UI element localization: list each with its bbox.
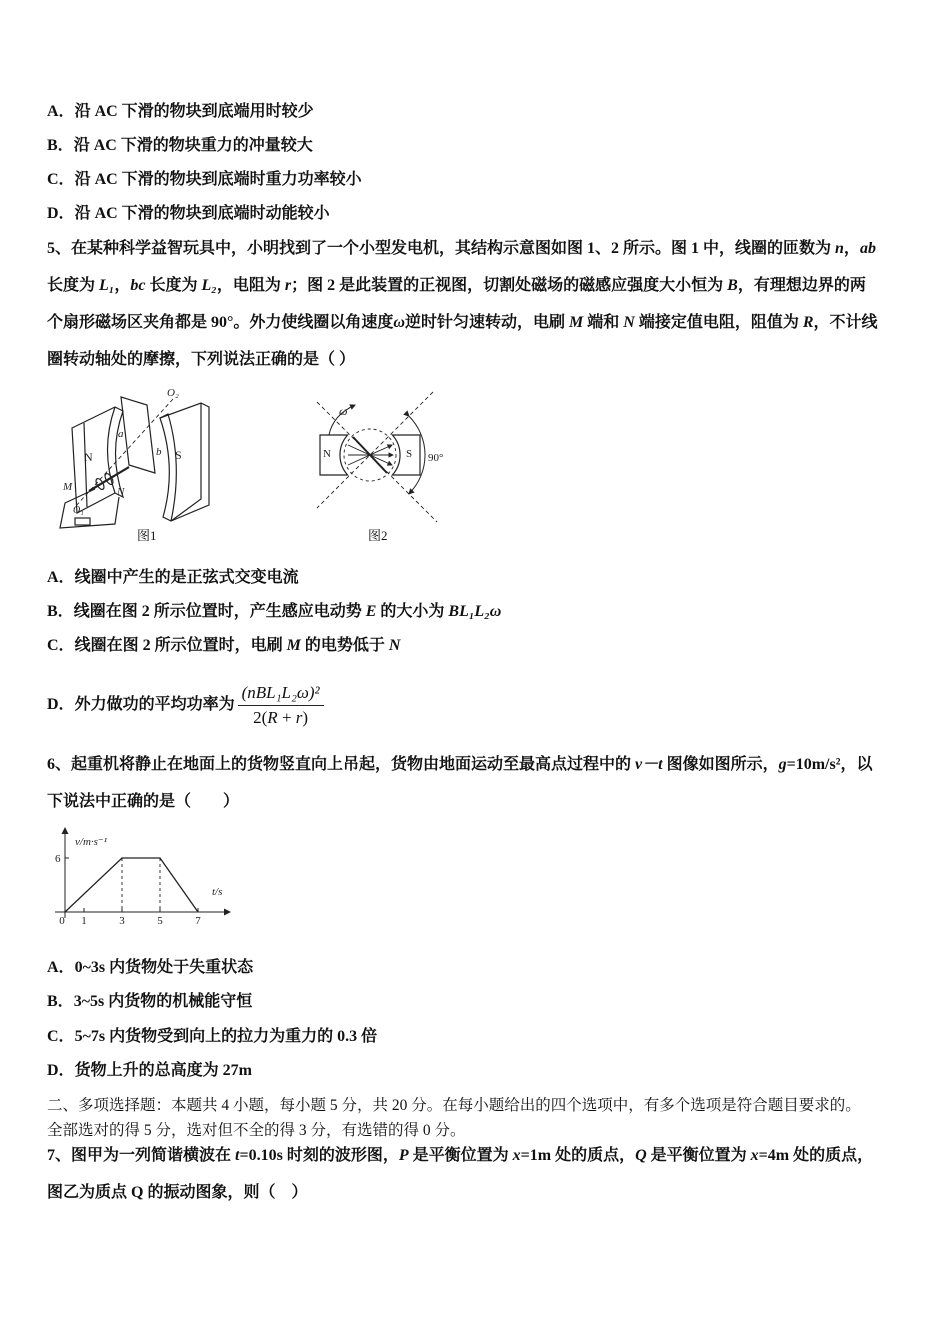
stem-text: ；图 2 是此装置的正视图，切割处磁场的磁感应强度大小恒为 bbox=[291, 277, 728, 294]
figure-2-front-view bbox=[315, 385, 455, 530]
stem-text: 下说法中正确的是（ ） bbox=[47, 793, 240, 810]
n-pole-label: N bbox=[84, 450, 93, 464]
s-pole-label: S bbox=[406, 448, 413, 460]
option-label: D． bbox=[47, 205, 75, 222]
option-label: A． bbox=[47, 103, 75, 120]
emf-expression: BL₁L₂ω bbox=[448, 603, 502, 620]
variable-q: Q bbox=[131, 1184, 144, 1201]
option-text: 外力做功的平均功率为 bbox=[74, 696, 235, 714]
variable-l2: L₂ bbox=[201, 277, 217, 294]
variable-x: x bbox=[750, 1147, 759, 1164]
o1-label: O₁ bbox=[73, 505, 84, 516]
q5-option-b bbox=[47, 602, 501, 622]
q7-stem-line-1 bbox=[47, 1146, 873, 1166]
variable-l1: L₁ bbox=[99, 277, 115, 294]
stem-text: 5、在某种科学益智玩具中，小明找到了一个小型发电机，其结构示意图如图 1、2 所示。图 1 中，线圈的匝数为 bbox=[47, 240, 836, 257]
variable-r: r bbox=[284, 277, 292, 294]
variable-g: g bbox=[778, 756, 787, 773]
power-fraction bbox=[238, 682, 324, 729]
q5-option-a bbox=[47, 568, 299, 588]
option-label: A． bbox=[47, 569, 75, 586]
resistor bbox=[75, 518, 90, 525]
q6-stem-line-2 bbox=[47, 792, 239, 812]
n-pole-label: N bbox=[323, 448, 331, 460]
figure-2-caption: 图2 bbox=[368, 528, 388, 543]
stem-text: 图乙为质点 bbox=[47, 1184, 132, 1201]
variable-q: Q bbox=[635, 1147, 647, 1164]
variable-b: B bbox=[727, 277, 738, 294]
option-text: 沿 AC 下滑的物块到底端时重力功率较小 bbox=[74, 171, 362, 188]
stem-text: ，电阻为 bbox=[216, 277, 285, 294]
option-text: 沿 AC 下滑的物块重力的冲量较大 bbox=[73, 137, 313, 154]
q6-option-a bbox=[47, 958, 253, 978]
omega-label: ω bbox=[339, 404, 348, 418]
denominator-text: ) bbox=[302, 708, 309, 727]
stem-text: ， bbox=[843, 240, 860, 257]
q5-stem-line-3 bbox=[47, 313, 878, 333]
option-text: 3~5s 内货物的机械能守恒 bbox=[73, 993, 253, 1010]
variable-n: n bbox=[835, 240, 844, 257]
option-label: B． bbox=[47, 603, 74, 620]
stem-text: 长度为 bbox=[145, 277, 202, 294]
y-axis-label: v/m·s⁻¹ bbox=[75, 836, 108, 848]
q5-option-c bbox=[47, 636, 400, 656]
option-text: 沿 AC 下滑的物块到底端时动能较小 bbox=[74, 205, 330, 222]
q4-option-a bbox=[47, 102, 314, 122]
q5-stem-line-1 bbox=[47, 239, 876, 259]
stem-text: 7、图甲为一列简谐横波在 bbox=[47, 1147, 236, 1164]
option-label: C． bbox=[47, 1028, 75, 1045]
option-text: 的大小为 bbox=[376, 603, 449, 620]
option-label: D． bbox=[47, 1062, 75, 1079]
option-label: C． bbox=[47, 171, 75, 188]
brush-n-label: N bbox=[117, 486, 125, 498]
stem-text: ，有理想边界的两 bbox=[737, 277, 866, 294]
section-2-instructions-line-2: 全部选对的得 5 分，选对但不全的得 3 分，有选错的得 0 分。 bbox=[47, 1122, 466, 1139]
stem-text: 的振动图象，则（ ） bbox=[143, 1184, 308, 1201]
stem-text: =0.10s 时刻的波形图， bbox=[239, 1147, 399, 1164]
variable-vt: v－t bbox=[635, 756, 663, 773]
stem-text: ， bbox=[114, 277, 131, 294]
option-label: B． bbox=[47, 993, 74, 1010]
option-text: 沿 AC 下滑的物块到底端用时较少 bbox=[74, 103, 314, 120]
option-text: 货物上升的总高度为 27m bbox=[74, 1062, 252, 1079]
fraction-denominator bbox=[238, 706, 324, 729]
s-pole-label: S bbox=[175, 448, 182, 462]
variable-t: t bbox=[235, 1147, 240, 1164]
coil-b-label: b bbox=[156, 446, 162, 458]
stem-text: 图像如图所示， bbox=[662, 756, 779, 773]
field-boundary-line bbox=[317, 392, 433, 508]
variable-r: r bbox=[295, 708, 303, 727]
variable-e: E bbox=[365, 603, 377, 620]
variable-m: M bbox=[569, 314, 584, 331]
option-text: 线圈在图 2 所示位置时，产生感应电动势 bbox=[73, 603, 366, 620]
variable-omega: ω bbox=[393, 314, 405, 331]
stem-text: =10m/s²，以 bbox=[786, 756, 873, 773]
option-label: A． bbox=[47, 959, 75, 976]
q5-stem-line-4 bbox=[47, 350, 355, 370]
variable-n-brush: N bbox=[623, 314, 635, 331]
s-magnet-block bbox=[160, 403, 209, 521]
q6-option-b bbox=[47, 992, 252, 1012]
coil-a-label: a bbox=[118, 428, 124, 440]
stem-text: 逆时针匀速转动，电刷 bbox=[404, 314, 569, 331]
denominator-text: 2( bbox=[253, 708, 268, 727]
q6-option-c bbox=[47, 1027, 377, 1047]
stem-text: 圈转动轴处的摩擦，下列说法正确的是（ ） bbox=[47, 351, 356, 368]
q4-option-d bbox=[47, 204, 330, 224]
brush-m-label: M bbox=[63, 481, 73, 493]
q4-option-c bbox=[47, 170, 362, 190]
angle-label: 90° bbox=[428, 452, 444, 464]
option-text: 5~7s 内货物受到向上的拉力为重力的 0.3 倍 bbox=[74, 1028, 378, 1045]
stem-text: =4m 处的质点， bbox=[758, 1147, 874, 1164]
q6-stem-line-1 bbox=[47, 755, 873, 775]
stem-text: 6、起重机将静止在地面上的货物竖直向上吊起，货物由地面运动至最高点过程中的 bbox=[47, 756, 636, 773]
stem-text: 端和 bbox=[583, 314, 624, 331]
variable-n-brush: N bbox=[388, 637, 401, 654]
n-magnet-block bbox=[72, 407, 123, 513]
stem-text: =1m 处的质点， bbox=[520, 1147, 636, 1164]
o2-label: O₂ bbox=[167, 387, 179, 399]
option-label: D． bbox=[47, 696, 75, 714]
option-text: 线圈中产生的是正弦式交变电流 bbox=[74, 569, 299, 586]
variable-x: x bbox=[512, 1147, 521, 1164]
q7-stem-line-2 bbox=[47, 1183, 307, 1203]
q5-stem-line-2 bbox=[47, 276, 866, 296]
x-tick-label: 5 bbox=[157, 915, 163, 927]
stem-text: 端接定值电阻，阻值为 bbox=[634, 314, 803, 331]
stem-text: ，不计线 bbox=[813, 314, 878, 331]
stem-text: 个扇形磁场区夹角都是 90°。外力使线圈以角速度 bbox=[47, 314, 394, 331]
variable-r-resistor: R bbox=[802, 314, 814, 331]
stem-text: 是平衡位置为 bbox=[646, 1147, 751, 1164]
coil-loop bbox=[121, 397, 155, 473]
section-2-instructions-line-1: 二、多项选择题：本题共 4 小题，每小题 5 分，共 20 分。在每小题给出的四个选项中，有多个选项是符合题目要求的。 bbox=[47, 1097, 861, 1114]
x-tick-label: 3 bbox=[119, 915, 125, 927]
variable-r-resistor: R bbox=[267, 708, 278, 727]
s-magnet-concave-face bbox=[160, 414, 176, 521]
option-text: 0~3s 内货物处于失重状态 bbox=[74, 959, 254, 976]
fraction-numerator: (nBL₁L₂ω)² bbox=[238, 682, 324, 706]
vt-graph bbox=[50, 825, 235, 930]
variable-bc: bc bbox=[130, 277, 146, 294]
x-tick-label: 0 bbox=[59, 915, 65, 927]
stem-text: 是平衡位置为 bbox=[408, 1147, 513, 1164]
y-tick-label: 6 bbox=[55, 853, 61, 865]
option-label: C． bbox=[47, 637, 75, 654]
q5-option-d bbox=[47, 682, 324, 729]
denominator-text: + bbox=[277, 708, 296, 727]
option-label: B． bbox=[47, 137, 74, 154]
vt-curve bbox=[65, 858, 198, 912]
variable-p: P bbox=[398, 1147, 409, 1164]
figure-1-generator bbox=[55, 385, 220, 535]
x-tick-label: 7 bbox=[195, 915, 201, 927]
x-tick-label: 1 bbox=[81, 915, 87, 927]
option-text: 线圈在图 2 所示位置时，电刷 bbox=[74, 637, 287, 654]
variable-ab: ab bbox=[859, 240, 876, 257]
x-axis-label: t/s bbox=[212, 886, 223, 898]
q6-option-d bbox=[47, 1061, 252, 1081]
q4-option-b bbox=[47, 136, 313, 156]
variable-m: M bbox=[286, 637, 301, 654]
stem-text: 长度为 bbox=[47, 277, 100, 294]
figure-1-caption: 图1 bbox=[137, 528, 157, 543]
option-text: 的电势低于 bbox=[300, 637, 389, 654]
